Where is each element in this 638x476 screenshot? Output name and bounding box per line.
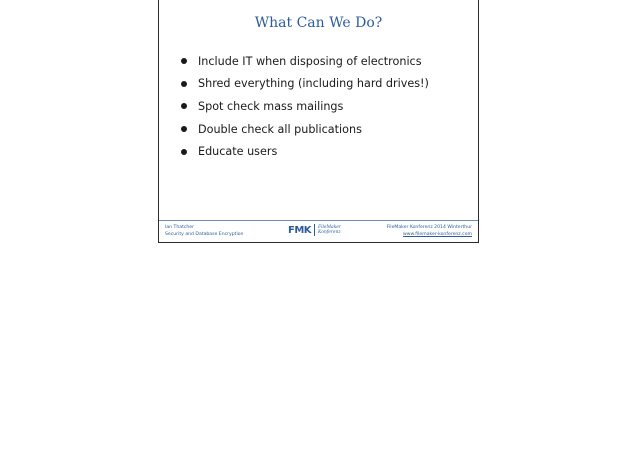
logo-text bbox=[318, 225, 341, 235]
slide bbox=[158, 0, 479, 243]
bullet-item bbox=[181, 118, 429, 141]
logo-line-1: FileMaker bbox=[318, 225, 341, 230]
bullet-dot-icon bbox=[181, 81, 187, 87]
bullet-text: Include IT when disposing of electronics bbox=[198, 54, 422, 68]
footer-left bbox=[165, 224, 243, 238]
bullet-text: Double check all publications bbox=[198, 122, 362, 136]
bullet-dot-icon bbox=[181, 149, 187, 155]
bullet-item bbox=[181, 50, 429, 73]
bullet-list bbox=[181, 50, 429, 163]
bullet-dot-icon bbox=[181, 58, 187, 64]
bullet-dot-icon bbox=[181, 103, 187, 109]
conference-logo bbox=[288, 224, 341, 236]
footer-right bbox=[387, 224, 472, 238]
bullet-item bbox=[181, 95, 429, 118]
bullet-text: Spot check mass mailings bbox=[198, 99, 344, 113]
footer-author: Ian Thatcher bbox=[165, 225, 195, 230]
footer-url-link[interactable]: www.filemaker-konferenz.com bbox=[402, 232, 472, 237]
footer-event: FileMaker Konferenz 2014 Winterthur bbox=[386, 225, 472, 230]
bullet-dot-icon bbox=[181, 126, 187, 132]
slide-title: What Can We Do? bbox=[254, 15, 383, 31]
logo-divider bbox=[314, 224, 315, 236]
bullet-item bbox=[181, 73, 429, 96]
footer-session: Security and Database Encryption bbox=[165, 232, 244, 237]
footer-divider bbox=[159, 220, 478, 221]
logo-line-2: Konferenz bbox=[318, 230, 341, 235]
logo-mark: FMK bbox=[288, 224, 312, 236]
bullet-text: Educate users bbox=[198, 145, 278, 159]
bullet-text: Shred everything (including hard drives!) bbox=[198, 77, 429, 91]
bullet-item bbox=[181, 140, 429, 163]
